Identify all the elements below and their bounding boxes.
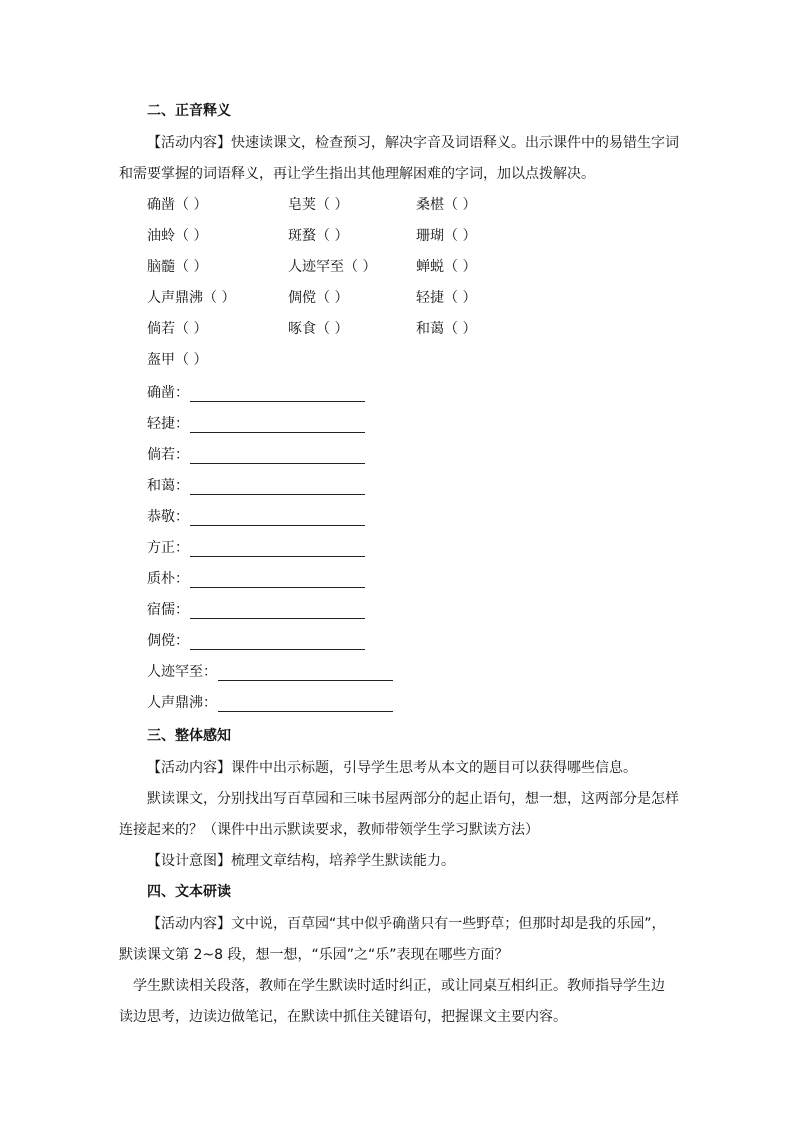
pinyin-word: 斑蝥（ ） <box>288 228 349 244</box>
fill-in-line <box>218 680 393 681</box>
section3-paragraph-1: 【活动内容】课件中出示标题，引导学生思考从本文的题目可以获得哪些信息。 <box>147 760 637 776</box>
fill-in-line <box>190 618 365 619</box>
section3-paragraph-3: 【设计意图】梳理文章结构，培养学生默读能力。 <box>147 853 455 869</box>
pinyin-word: 珊瑚（ ） <box>416 228 477 244</box>
fill-in-line <box>190 556 365 557</box>
section4-paragraph-2-line2: 读边思考，边读边做笔记，在默读中抓住关键语句，把握课文主要内容。 <box>119 1009 567 1025</box>
pinyin-word: 倜傥（ ） <box>288 290 349 306</box>
fill-in-line <box>218 711 393 712</box>
definition-term: 轻捷： <box>147 416 189 432</box>
fill-in-line <box>190 401 365 402</box>
pinyin-word: 人声鼎沸（ ） <box>147 290 236 306</box>
pinyin-word: 人迹罕至（ ） <box>288 259 377 275</box>
fill-in-line <box>190 587 365 588</box>
definition-term: 质朴： <box>147 571 189 587</box>
definition-term: 确凿： <box>147 385 189 401</box>
section2-paragraph-line2: 和需要掌握的词语释义，再让学生指出其他理解困难的字词，加以点拨解决。 <box>119 166 595 182</box>
pinyin-word: 盔甲（ ） <box>147 352 208 368</box>
definition-term: 倘若： <box>147 447 189 463</box>
pinyin-word: 油蛉（ ） <box>147 228 208 244</box>
section2-paragraph-line1: 【活动内容】快速读课文，检查预习，解决字音及词语释义。出示课件中的易错生字词 <box>147 135 679 151</box>
fill-in-line <box>190 432 365 433</box>
section3-paragraph-2-line2: 连接起来的？（课件中出示默读要求，教师带领学生学习默读方法） <box>119 822 539 838</box>
pinyin-word: 蝉蜕（ ） <box>416 259 477 275</box>
section4-paragraph-1-line2: 默读课文第 2~8 段，想一想，“乐园”之“乐”表现在哪些方面？ <box>119 947 509 963</box>
definition-term: 方正： <box>147 540 189 556</box>
definition-term: 倜傥： <box>147 633 189 649</box>
section-heading-2: 二、正音释义 <box>147 103 231 119</box>
pinyin-word: 桑椹（ ） <box>416 197 477 213</box>
definition-term: 和蔼： <box>147 478 189 494</box>
section-heading-4: 四、文本研读 <box>147 884 231 900</box>
pinyin-word: 啄食（ ） <box>288 321 349 337</box>
definition-term: 人迹罕至： <box>147 664 217 680</box>
section3-paragraph-2-line1: 默读课文，分别找出写百草园和三味书屋两部分的起止语句，想一想，这两部分是怎样 <box>147 791 679 807</box>
pinyin-word: 轻捷（ ） <box>416 290 477 306</box>
definition-term: 恭敬： <box>147 509 189 525</box>
pinyin-word: 皂荚（ ） <box>288 197 349 213</box>
section-heading-3: 三、整体感知 <box>147 728 231 744</box>
fill-in-line <box>190 525 365 526</box>
pinyin-word: 和蔼（ ） <box>416 321 477 337</box>
fill-in-line <box>190 649 365 650</box>
section4-paragraph-2-line1: 学生默读相关段落，教师在学生默读时适时纠正，或让同桌互相纠正。教师指导学生边 <box>133 978 665 994</box>
definition-term: 人声鼎沸： <box>147 695 217 711</box>
fill-in-line <box>190 494 365 495</box>
pinyin-word: 脑髓（ ） <box>147 259 208 275</box>
pinyin-word: 倘若（ ） <box>147 321 208 337</box>
pinyin-word: 确凿（ ） <box>147 197 208 213</box>
section4-paragraph-1-line1: 【活动内容】文中说，百草园“其中似乎确凿只有一些野草；但那时却是我的乐园”， <box>147 916 666 932</box>
definition-term: 宿儒： <box>147 602 189 618</box>
fill-in-line <box>190 463 365 464</box>
